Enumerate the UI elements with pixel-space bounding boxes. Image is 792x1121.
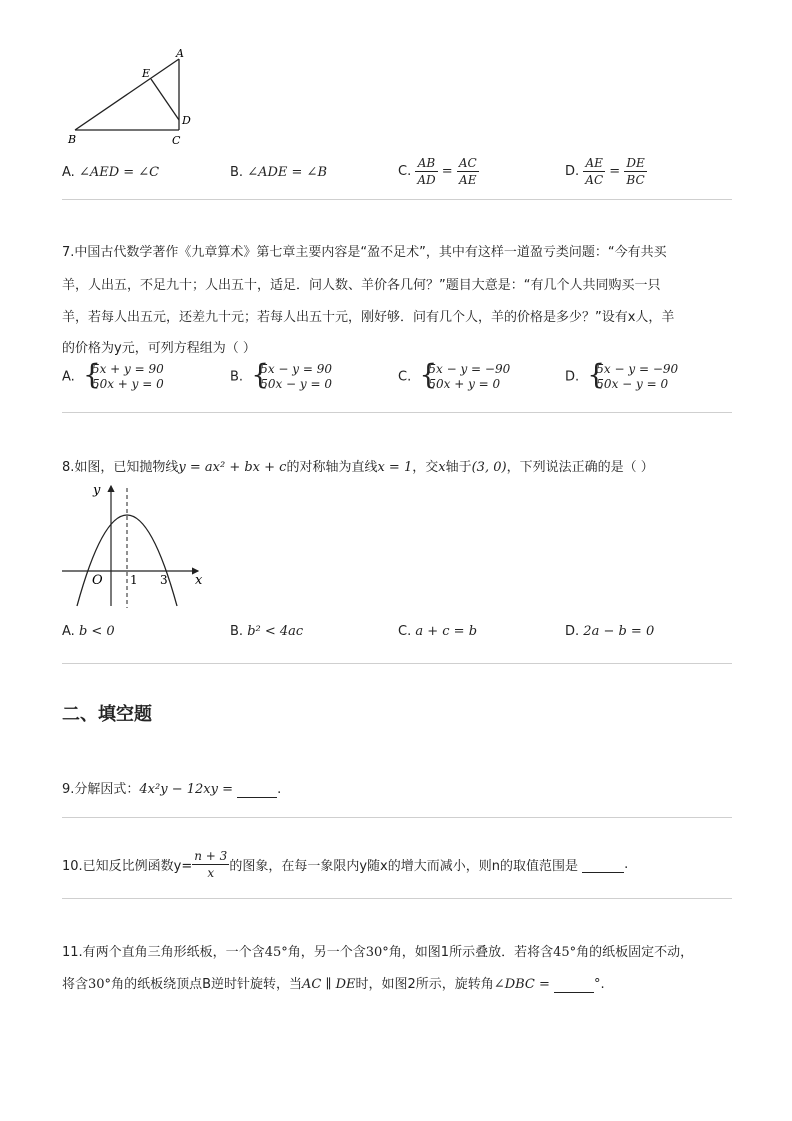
option-letter: C. (398, 624, 412, 639)
fraction-right: $\frac{AC}{AE}$ (458, 156, 477, 187)
label-c: C (172, 134, 181, 147)
parabola-figure (60, 480, 210, 610)
fraction-left: $\frac{AE}{AC}$ (585, 156, 604, 187)
separator (62, 817, 732, 818)
q6-option-d[interactable] (565, 155, 647, 188)
separator (62, 199, 732, 200)
label-a: A (176, 47, 184, 60)
separator (62, 663, 732, 664)
option-letter: D. (565, 624, 580, 639)
label-d: D (182, 114, 191, 127)
option-letter: B. (230, 624, 244, 639)
q7-option-a[interactable] (62, 358, 164, 392)
fraction-left: $\frac{AB}{AD}$ (417, 156, 436, 187)
equation-system: { 5x − y = −90 50x − y = 0 (587, 358, 679, 391)
side-ba (75, 59, 179, 130)
triangle-figure (62, 42, 202, 152)
q8-option-a[interactable] (62, 624, 115, 639)
option-content: b² < 4ac (247, 624, 304, 639)
option-content: ∠ADE = ∠B (247, 165, 327, 180)
q7-option-c[interactable] (398, 358, 511, 392)
option-content: 2a − b = 0 (583, 624, 655, 639)
option-letter: D. (565, 164, 580, 179)
q10-stem: 10.已知反比例函数y= $\frac{n + 3}{x}$ 的图象，在每一象限内y随x的增大而减小，则n的取值范围是 . (62, 849, 629, 880)
q7-option-b[interactable] (230, 358, 333, 392)
label-three: 3 (160, 573, 168, 587)
option-letter: A. (62, 624, 75, 639)
q7-option-d[interactable] (565, 358, 679, 392)
option-letter: B. (230, 369, 244, 385)
equals-sign: = (609, 164, 621, 179)
label-x: x (195, 573, 203, 588)
option-content: a + c = b (415, 624, 478, 639)
equation-system: { 5x − y = 90 50x − y = 0 (251, 358, 333, 391)
option-content: ∠AED = ∠C (78, 165, 160, 180)
q8-option-c[interactable] (398, 624, 477, 639)
q8-option-b[interactable] (230, 624, 303, 639)
q7-line-2: 羊，人出五，不足九十；人出五十，适足．问人数、羊价各几何？”题目大意是：“有几个人共同购买一只 (62, 278, 661, 293)
option-content: b < 0 (78, 624, 115, 639)
q8-option-d[interactable] (565, 624, 654, 639)
answer-blank[interactable] (554, 977, 594, 993)
separator (62, 412, 732, 413)
option-letter: A. (62, 369, 75, 385)
q7-line-4: 的价格为y元，可列方程组为（ ） (62, 341, 256, 356)
label-e: E (142, 67, 151, 80)
label-b: B (68, 133, 77, 146)
option-letter: C. (398, 369, 412, 385)
fraction: $\frac{n + 3}{x}$ (194, 849, 228, 880)
fraction-right: $\frac{DE}{BC}$ (626, 156, 645, 187)
option-letter: C. (398, 164, 412, 179)
q9-stem: 9.分解因式：4x²y − 12xy = . (62, 782, 282, 797)
option-letter: B. (230, 165, 244, 180)
q7-line-1: 7.中国古代数学著作《九章算术》第七章主要内容是“盈不足术”，其中有这样一道盈亏类问题：“今有共买 (62, 245, 667, 260)
equals-sign: = (441, 164, 453, 179)
q6-option-b[interactable] (230, 165, 327, 180)
segment-ed (151, 79, 179, 120)
equation-system: { 5x + y = 90 50x + y = 0 (82, 358, 164, 391)
label-y: y (93, 483, 101, 498)
option-letter: A. (62, 165, 75, 180)
label-origin: O (92, 573, 103, 588)
q6-option-a[interactable] (62, 165, 159, 180)
section-heading: 二、填空题 (62, 704, 152, 725)
q7-line-3: 羊，若每人出五元，还差九十元；若每人出五十元，刚好够．问有几个人，羊的价格是多少？”设有x人，羊 (62, 310, 675, 325)
q11-line-2: 将含30°角的纸板绕顶点B逆时针旋转，当AC ∥ DE时，如图2所示，旋转角∠DBC = °. (62, 977, 605, 992)
answer-blank[interactable] (237, 782, 277, 798)
separator (62, 898, 732, 899)
equation-system: { 5x − y = −90 50x + y = 0 (419, 358, 511, 391)
option-letter: D. (565, 369, 580, 385)
q6-option-c[interactable] (398, 155, 479, 188)
q8-stem: 8.如图，已知抛物线y = ax² + bx + c的对称轴为直线x = 1，交x轴于(3, 0)，下列说法正确的是（ ） (62, 460, 654, 475)
label-one: 1 (130, 573, 138, 587)
answer-blank[interactable] (582, 857, 624, 873)
q11-line-1: 11.有两个直角三角形纸板，一个含45°角，另一个含30°角，如图1所示叠放．若将含45°角的纸板固定不动， (62, 945, 694, 960)
